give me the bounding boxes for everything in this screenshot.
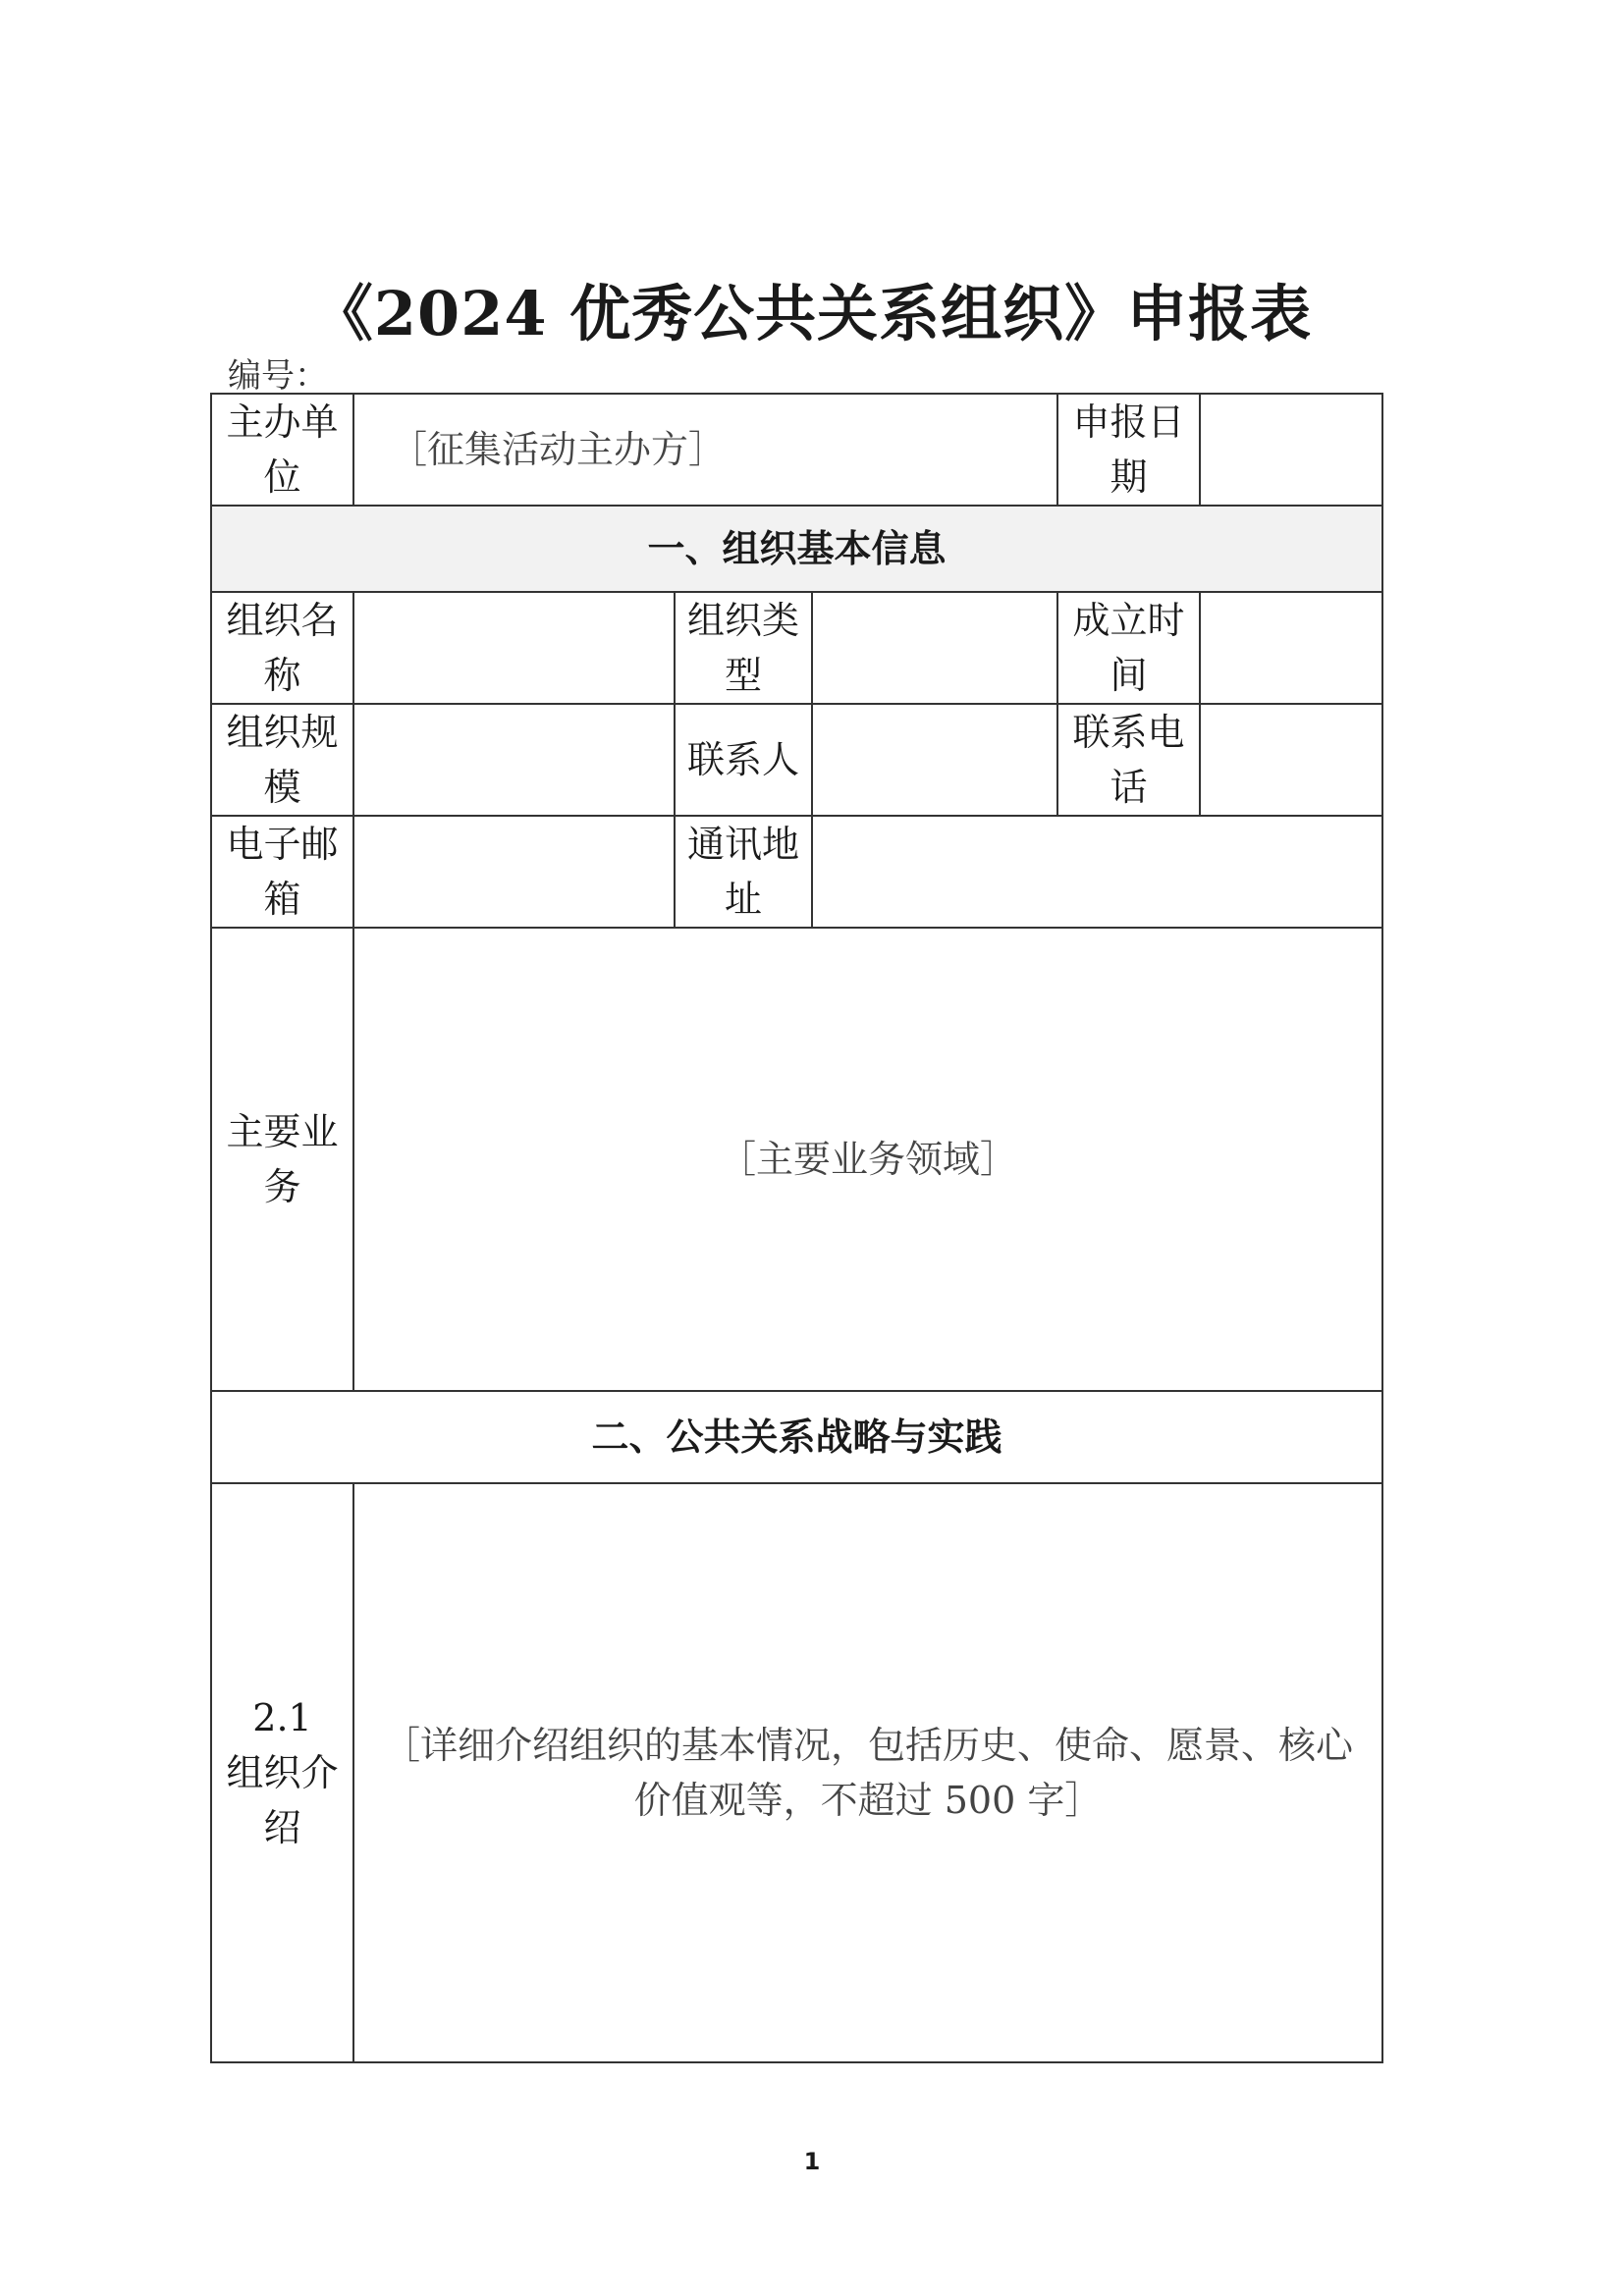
page-title: 《2024 优秀公共关系组织》申报表 xyxy=(311,278,1313,349)
main-business-row xyxy=(211,928,1382,1391)
host-value-field[interactable]: ［征集活动主办方］ xyxy=(353,394,1057,506)
org-name-label: 组织名称 xyxy=(211,592,353,704)
org-type-label: 组织类型 xyxy=(675,592,812,704)
section-heading-basic-info: 一、组织基本信息 xyxy=(211,506,1382,592)
section-heading-pr-strategy: 二、公共关系战略与实践 xyxy=(211,1391,1382,1483)
section1-row xyxy=(211,506,1382,592)
contact-phone-label: 联系电话 xyxy=(1057,704,1200,816)
date-field[interactable] xyxy=(1200,394,1382,506)
org-intro-row xyxy=(211,1483,1382,2062)
host-label: 主办单位 xyxy=(211,394,353,506)
main-business-label: 主要业务 xyxy=(211,928,353,1391)
org-intro-label: 组织介绍 xyxy=(226,1751,339,1849)
serial-number-label: 编号： xyxy=(228,356,328,396)
org-intro-label-cell xyxy=(211,1483,353,2062)
address-field[interactable] xyxy=(812,816,1382,928)
org-scale-label: 组织规模 xyxy=(211,704,353,816)
contact-phone-field[interactable] xyxy=(1200,704,1382,816)
application-form-table xyxy=(210,393,1383,2063)
info-row-2 xyxy=(211,704,1382,816)
host-row xyxy=(211,394,1382,506)
org-intro-field[interactable]: ［详细介绍组织的基本情况，包括历史、使命、愿景、核心价值观等，不超过 500 字］ xyxy=(353,1483,1382,2062)
contact-person-label: 联系人 xyxy=(675,704,812,816)
info-row-3 xyxy=(211,816,1382,928)
org-type-field[interactable] xyxy=(812,592,1057,704)
section2-row xyxy=(211,1391,1382,1483)
contact-person-field[interactable] xyxy=(812,704,1057,816)
founded-label: 成立时间 xyxy=(1057,592,1200,704)
main-business-field[interactable]: ［主要业务领域］ xyxy=(353,928,1382,1391)
date-label: 申报日期 xyxy=(1057,394,1200,506)
info-row-1 xyxy=(211,592,1382,704)
org-scale-field[interactable] xyxy=(353,704,675,816)
email-label: 电子邮箱 xyxy=(211,816,353,928)
org-name-field[interactable] xyxy=(353,592,675,704)
address-label: 通讯地址 xyxy=(675,816,812,928)
founded-field[interactable] xyxy=(1200,592,1382,704)
org-intro-number: 2.1 xyxy=(252,1696,312,1739)
email-field[interactable] xyxy=(353,816,675,928)
page-number: 1 xyxy=(803,2148,821,2175)
